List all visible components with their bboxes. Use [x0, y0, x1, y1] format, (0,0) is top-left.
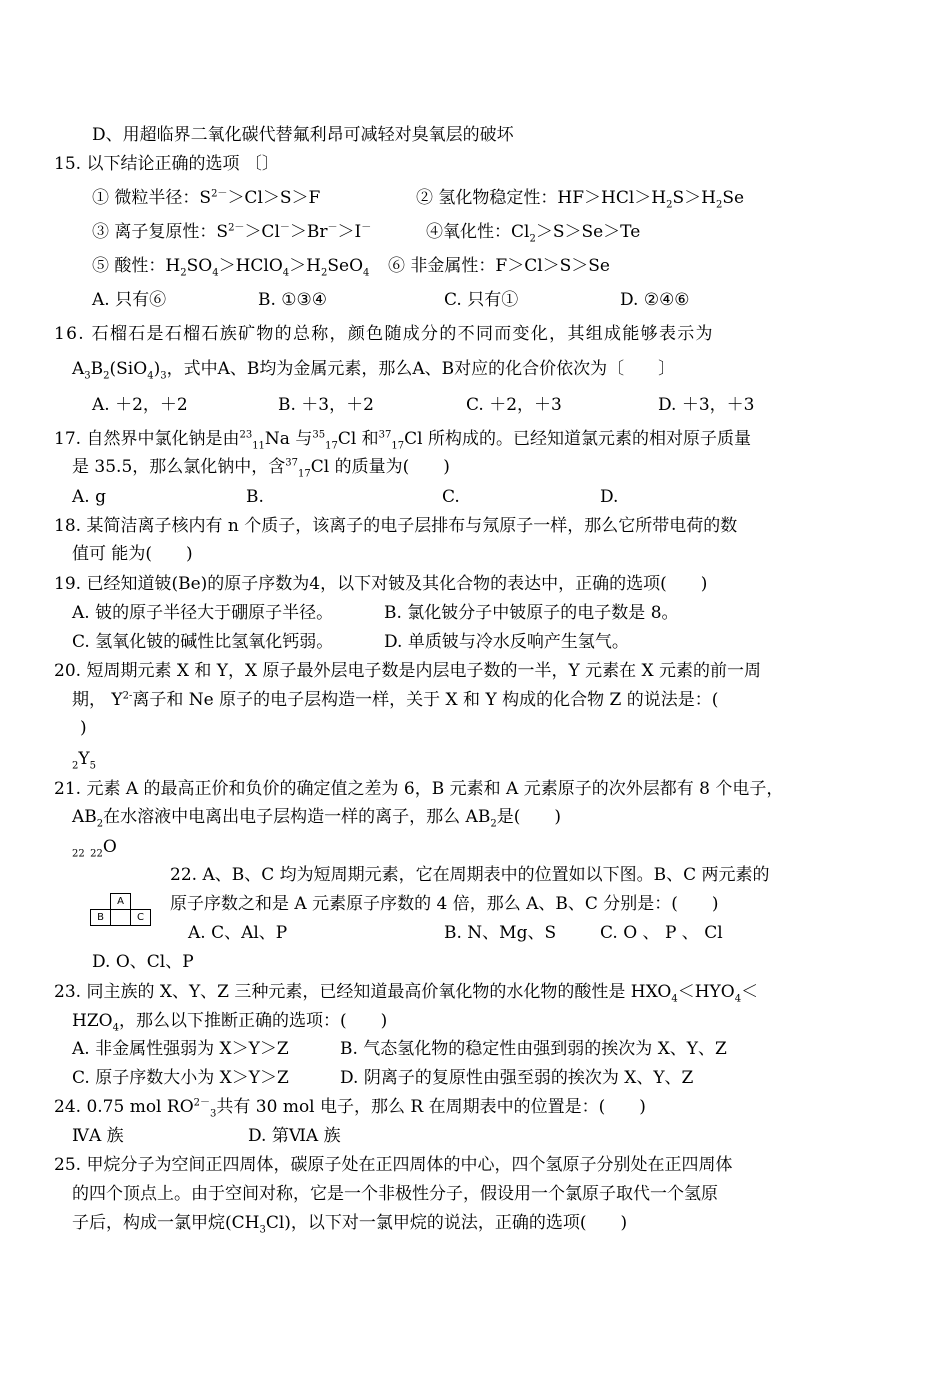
grid-cell-empty [131, 894, 151, 910]
q15-statement-6: ⑥ 非金属性：F＞Cl＞S＞Se [388, 256, 610, 276]
q23-line-2: $HZO_4$，那么以下推断正确的选项：( ) [72, 1011, 388, 1034]
q19-option-a: A. 铍的原子半径大于硼原子半径。 [72, 603, 334, 623]
q17-option-a: A. g [72, 487, 106, 507]
q21-fragment: $_{22}$ $_{22}$O [72, 837, 117, 860]
q18-line-2: 值可 能为( ) [72, 544, 193, 564]
grid-cell-b: B [91, 910, 111, 926]
q17-option-d: D. [600, 487, 619, 507]
q22-line-2: 原子序数之和是 A 元素原子序数的 4 倍，那么 A、B、C 分别是：( ) [170, 894, 719, 914]
q23-option-a: A. 非金属性强弱为 X＞Y＞Z [72, 1039, 289, 1059]
q24-stem: 24. 0.75 mol $RO^{2-}_3$共有 30 mol 电子，那么 R 在周期表中的位置是：( ) [54, 1097, 646, 1120]
q15-statement-5: ⑤ 酸性：$H_2SO_4>HClO_4>H_2SeO_4$ [92, 256, 370, 279]
q24-fragment: ⅣA 族 [72, 1126, 124, 1146]
q20-fragment: $_2Y_5$ [72, 749, 96, 772]
q17-option-b: B. [246, 487, 264, 507]
q20-line-1: 20. 短周期元素 X 和 Y，X 原子最外层电子数是内层电子数的一半，Y 元素在 X 元素的前一周 [54, 661, 762, 681]
q23-line-1: 23. 同主族的 X、Y、Z 三种元素，已经知道最高价氧化物的水化物的酸性是 $HXO_4<HYO_4<$ [54, 982, 759, 1005]
q19-option-b: B. 氯化铍分子中铍原子的电子数是 8。 [384, 603, 679, 623]
grid-cell-empty [91, 894, 111, 910]
q15-option-c: C. 只有① [444, 290, 519, 310]
q25-line-3: 子后，构成一氯甲烷$(CH_3Cl)$，以下对一氯甲烷的说法，正确的选项( ) [72, 1213, 628, 1236]
q22-option-b: B. N、Mg、S [444, 923, 557, 943]
q22-periodic-grid [90, 893, 151, 926]
q18-line-1: 18. 某简洁离子核内有 n 个质子，该离子的电子层排布与氖原子一样，那么它所带电荷的数 [54, 516, 738, 536]
q15-option-a: A. 只有⑥ [92, 290, 167, 310]
q22-option-d: D. O、Cl、P [92, 952, 194, 972]
q21-line-2: $AB_2$在水溶液中电离出电子层构造一样的离子，那么 $AB_2$是( ) [72, 807, 561, 830]
q20-line-2: 期， $Y^{2-}$离子和 Ne 原子的电子层构造一样，关于 X 和 Y 构成的化合物 Z 的说法是：( [72, 690, 719, 710]
q14-option-d: D、用超临界二氧化碳代替氟利昂可减轻对臭氧层的破坏 [92, 125, 514, 145]
grid-cell-a: A [111, 894, 131, 910]
q22-option-a: A. C、Al、P [188, 923, 288, 943]
q17-option-c: C. [442, 487, 460, 507]
grid-cell-middle [111, 910, 131, 926]
q17-line-2: 是 35.5，那么氯化钠中，含$^{37}_{17}$Cl 的质量为( ) [72, 457, 450, 480]
q15-statement-2: ② 氢化物稳定性：$HF>HCl>H_2S>H_2Se$ [416, 188, 745, 211]
q15-option-d: D. ②④⑥ [620, 290, 690, 310]
q25-line-2: 的四个顶点上。由于空间对称，它是一个非极性分子，假设用一个氯原子取代一个氢原 [72, 1184, 718, 1204]
q23-option-c: C. 原子序数大小为 X＞Y＞Z [72, 1068, 289, 1088]
q25-line-1: 25. 甲烷分子为空间正四周体，碳原子处在正四周体的中心，四个氢原子分别处在正四周体 [54, 1155, 733, 1175]
q15-statement-3: ③ 离子复原性：$S^{2-}>Cl^->Br^->I^-$ [92, 222, 372, 242]
q19-stem: 19. 已经知道铍(Be)的原子序数为4，以下对铍及其化合物的表达中，正确的选项( ) [54, 574, 708, 594]
q16-option-b: B. ＋3，＋2 [278, 395, 374, 415]
q16-line-1: 16. 石榴石是石榴石族矿物的总称，颜色随成分的不同而变化，其组成能够表示为 [54, 324, 714, 344]
q16-line-2: $A_3B_2(SiO_4)_3$，式中A、B均为金属元素，那么A、B对应的化合价依次为〔 〕 [72, 359, 676, 382]
q22-option-c: C. O 、 P 、 Cl [600, 923, 723, 943]
q16-option-a: A. ＋2，＋2 [92, 395, 188, 415]
q15-statement-4: ④氧化性：$Cl_2>S>Se>Te$ [426, 222, 641, 245]
q15-statement-1: ① 微粒半径：$S^{2-}>Cl>S>F$ [92, 188, 321, 208]
q23-option-b: B. 气态氢化物的稳定性由强到弱的挨次为 X、Y、Z [340, 1039, 727, 1059]
q15-option-b: B. ①③④ [258, 290, 328, 310]
grid-cell-c: C [131, 910, 151, 926]
q19-option-c: C. 氢氧化铍的碱性比氢氧化钙弱。 [72, 632, 334, 652]
q21-line-1: 21. 元素 A 的最高正价和负价的确定值之差为 6，B 元素和 A 元素原子的次外层都有 8 个电子， [54, 779, 784, 799]
q22-line-1: 22. A、B、C 均为短周期元素，它在周期表中的位置如以下图。B、C 两元素的 [170, 865, 770, 885]
q15-stem: 15. 以下结论正确的选项 〔〕 [54, 154, 279, 174]
q17-line-1: 17. 自然界中氯化钠是由$^{23}_{11}$Na 与$^{35}_{17}$Cl 和$^{37}_{17}$Cl 所构成的。已经知道氯元素的相对原子质量 [54, 429, 751, 452]
q16-option-c: C. ＋2，＋3 [466, 395, 562, 415]
q19-option-d: D. 单质铍与冷水反响产生氢气。 [384, 632, 629, 652]
q16-option-d: D. ＋3，＋3 [658, 395, 755, 415]
q20-line-3: ) [80, 718, 87, 738]
q24-option-d: D. 第ⅥA 族 [248, 1126, 341, 1146]
q23-option-d: D. 阴离子的复原性由强至弱的挨次为 X、Y、Z [340, 1068, 694, 1088]
